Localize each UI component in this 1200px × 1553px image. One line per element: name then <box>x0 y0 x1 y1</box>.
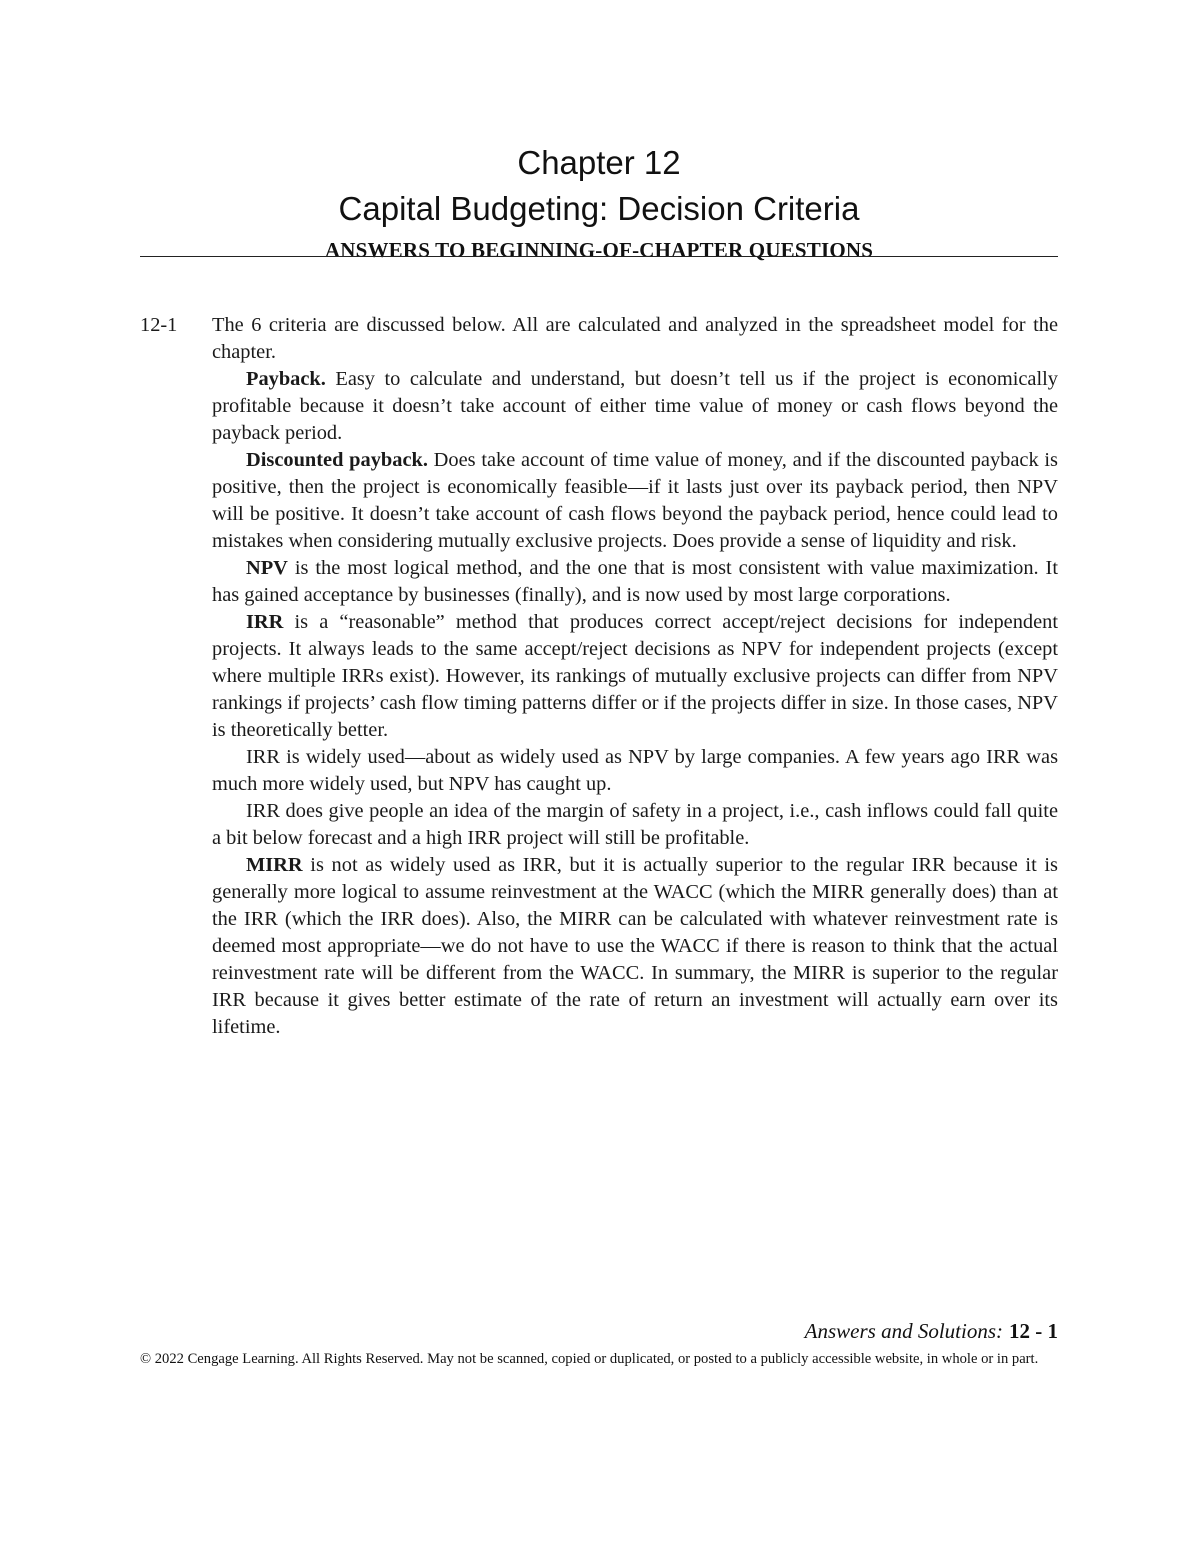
payback-term: Payback. <box>246 368 326 390</box>
npv-paragraph <box>212 555 1058 609</box>
irr-usage-paragraph: IRR is widely used—about as widely used as NPV by large companies. A few years ago IRR was much more widely used, but NPV has caught up. <box>212 746 1058 795</box>
question-answer <box>212 312 1058 1041</box>
copyright-notice: © 2022 Cengage Learning. All Rights Reserved. May not be scanned, copied or duplicated, or posted to a publicly accessible website, in whole or in part. <box>140 1351 1039 1367</box>
npv-text: is the most logical method, and the one that is most consistent with value maximization. It has gained acceptance by businesses (finally), and is now used by most large corporations. <box>212 557 1058 606</box>
mirr-paragraph <box>212 852 1058 1041</box>
chapter-title: Capital Budgeting: Decision Criteria <box>338 190 860 227</box>
irr-safety-paragraph: IRR does give people an idea of the margin of safety in a project, i.e., cash inflows could fall quite a bit below forecast and a high IRR project will still be profitable. <box>212 800 1058 849</box>
chapter-number: Chapter 12 <box>517 144 681 181</box>
section-heading: ANSWERS TO BEGINNING-OF-CHAPTER QUESTIONS <box>324 238 874 262</box>
npv-term: NPV <box>246 557 288 579</box>
mirr-text: is not as widely used as IRR, but it is actually superior to the regular IRR because it is generally more logical to assume reinvestment at the WACC (which the MIRR generally does) than at the IRR (which the IRR does). Also, the MIRR can be calculated with whatever reinvestment rate is deemed most appropriate—we do not have to use the WACC if there is reason to think that the actual reinvestment rate will be different from the WACC. In summary, the MIRR is superior to the regular IRR because it gives better estimate of the rate of return an investment will actually earn over its lifetime. <box>212 854 1058 1038</box>
footer-label: Answers and Solutions: <box>804 1319 1003 1343</box>
mirr-term: MIRR <box>246 854 303 876</box>
discounted-payback-text: Does take account of time value of money, and if the discounted payback is positive, then the project is economically feasible—if it lasts just over its payback period, then NPV will be positive. It doesn’t take account of cash flows beyond the payback period, hence could lead to mistakes when considering mutually exclusive projects. Does provide a sense of liquidity and risk. <box>212 449 1058 552</box>
irr-paragraph <box>212 609 1058 744</box>
discounted-payback-term: Discounted payback. <box>246 449 428 471</box>
question-12-1 <box>140 312 1058 1041</box>
payback-paragraph <box>212 366 1058 447</box>
page-number: 12 - 1 <box>1009 1319 1058 1343</box>
chapter-header <box>140 140 1058 264</box>
irr-text: is a “reasonable” method that produces correct accept/reject decisions for independent projects. It always leads to the same accept/reject decisions as NPV for independent projects (except where multiple IRRs exist). However, its rankings of mutually exclusive projects can differ from NPV rankings if projects’ cash flow timing patterns differ or if the projects differ in size. In those cases, NPV is theoretically better. <box>212 611 1058 741</box>
page-footer <box>640 1317 1058 1345</box>
discounted-payback-paragraph <box>212 447 1058 555</box>
question-number: 12-1 <box>140 314 178 336</box>
irr-term: IRR <box>246 611 284 633</box>
payback-text: Easy to calculate and understand, but doesn’t tell us if the project is economically profitable because it doesn’t take account of either time value of money or cash flows beyond the payback period. <box>212 368 1058 444</box>
answer-intro: The 6 criteria are discussed below. All are calculated and analyzed in the spreadsheet model for the chapter. <box>212 314 1058 363</box>
header-divider <box>140 256 1058 257</box>
